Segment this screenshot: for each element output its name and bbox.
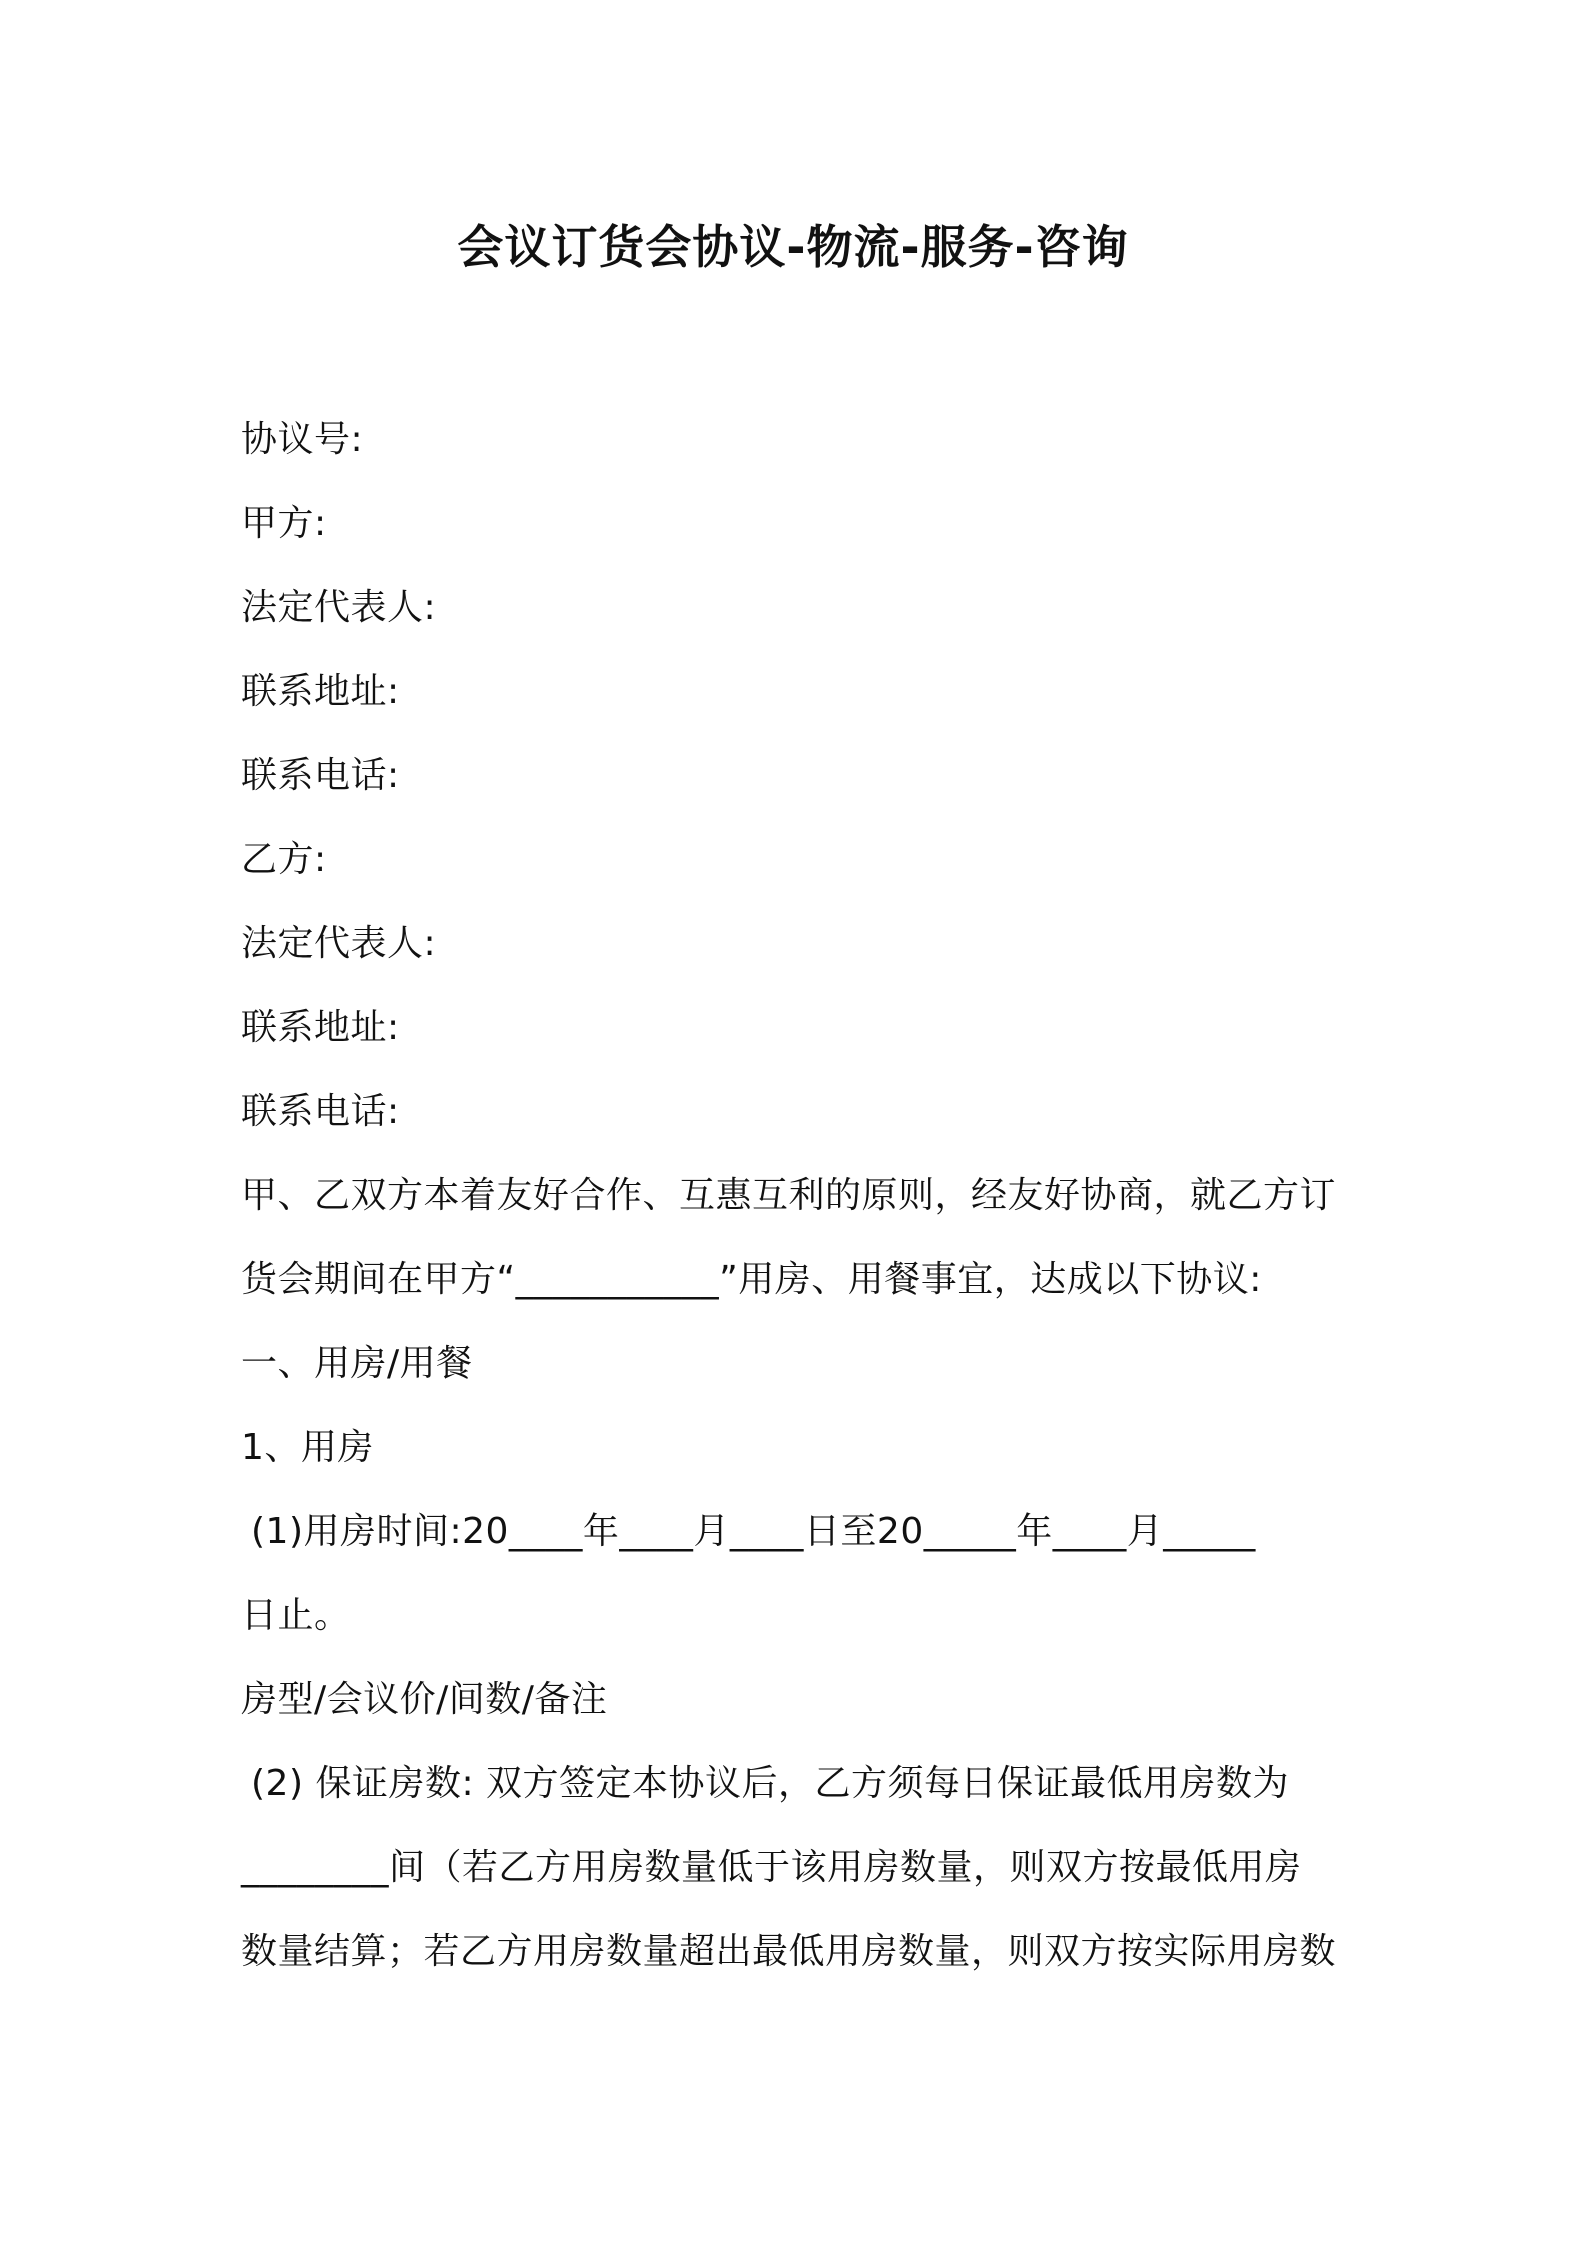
agreement-number-label: 协议号: [241,419,364,460]
preamble-line-2: 货会期间在甲方“___________”用房、用餐事宜，达成以下协议: [241,1259,1262,1300]
room-period-line-1: (1)用房时间:20____年____月____日至20_____年____月_____ [251,1511,1256,1552]
party-a-legal-rep-label: 法定代表人: [241,587,437,628]
subsection-heading-rooms: 1、用房 [241,1427,374,1468]
guaranteed-rooms-line-3: 数量结算；若乙方用房数量超出最低用房数量，则双方按实际用房数 [241,1931,1337,1972]
party-b-phone-label: 联系电话: [241,1091,400,1132]
party-a-address-label: 联系地址: [241,671,400,712]
party-b-label: 乙方: [241,839,327,880]
room-period-line-2: 日止。 [241,1595,351,1636]
section-heading-rooms-meals: 一、用房/用餐 [241,1343,473,1384]
party-b-legal-rep-label: 法定代表人: [241,923,437,964]
document-body [241,398,1361,1994]
party-a-phone-label: 联系电话: [241,755,400,796]
guaranteed-rooms-line-2: ________间（若乙方用房数量低于该用房数量，则双方按最低用房 [241,1847,1302,1888]
party-a-label: 甲方: [241,503,327,544]
preamble-line-1: 甲、乙双方本着友好合作、互惠互利的原则，经友好协商，就乙方订 [241,1175,1337,1216]
document-title: 会议订货会协议-物流-服务-咨询 [457,220,1129,274]
party-b-address-label: 联系地址: [241,1007,400,1048]
guaranteed-rooms-line-1: (2) 保证房数: 双方签定本协议后，乙方须每日保证最低用房数为 [251,1763,1290,1804]
room-table-header: 房型/会议价/间数/备注 [241,1679,608,1720]
